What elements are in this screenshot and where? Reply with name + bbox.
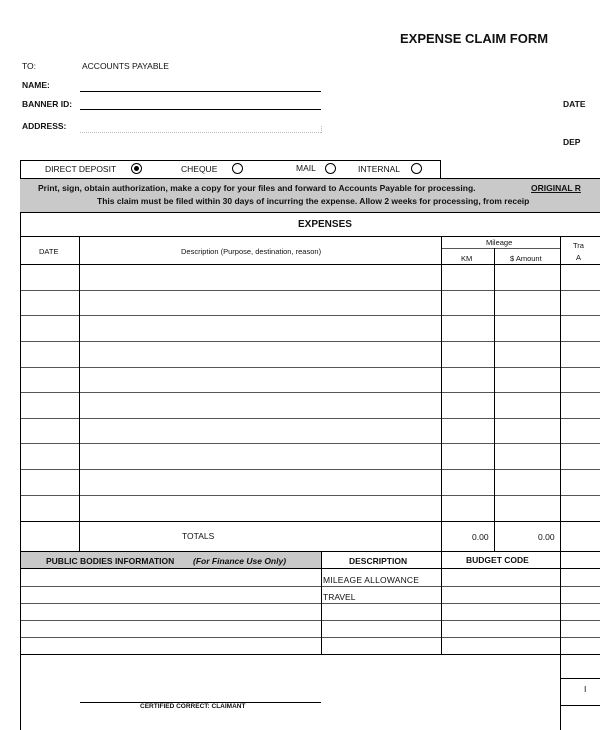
col-date-divider (79, 236, 80, 551)
cheque-label: CHEQUE (181, 164, 218, 174)
expenses-header-bottom-border (20, 264, 600, 265)
mail-radio[interactable] (325, 163, 336, 174)
table-row[interactable] (20, 586, 600, 587)
pb-description-header: DESCRIPTION (349, 556, 408, 566)
public-bodies-label: PUBLIC BODIES INFORMATION (46, 556, 175, 566)
footer-right-box-text: I (584, 684, 587, 694)
table-row-last-border (20, 521, 600, 522)
internal-label: INTERNAL (358, 164, 401, 174)
col-mileage-header: Mileage (486, 238, 513, 247)
table-row[interactable] (20, 418, 600, 419)
col-description-divider (441, 236, 442, 551)
table-row[interactable] (20, 443, 600, 444)
table-row[interactable] (20, 637, 600, 638)
cheque-radio[interactable] (232, 163, 243, 174)
total-amount: 0.00 (538, 532, 555, 542)
table-row[interactable] (20, 495, 600, 496)
pb-col-divider-2 (441, 551, 442, 654)
mileage-subheader-line (441, 248, 560, 249)
form-title: EXPENSE CLAIM FORM (400, 31, 549, 46)
mail-label: MAIL (296, 163, 316, 173)
banner-id-field[interactable] (80, 109, 321, 110)
table-row[interactable] (20, 341, 600, 342)
col-date-header: DATE (39, 247, 59, 256)
public-bodies-note: (For Finance Use Only) (193, 556, 287, 566)
table-left-border (20, 212, 21, 551)
col-km-header: KM (461, 254, 473, 263)
payment-row-left-border (20, 160, 21, 178)
date-label: DATE (563, 99, 586, 109)
table-row[interactable] (20, 603, 600, 604)
table-row[interactable] (20, 290, 600, 291)
certified-claimant-label: CERTIFIED CORRECT: CLAIMANT (140, 703, 246, 710)
footer-right-box-border (560, 654, 561, 730)
footer-right-box-line-2 (560, 705, 600, 706)
banner-id-label: BANNER ID: (22, 99, 73, 109)
name-label: NAME: (22, 80, 50, 90)
pb-col-divider-3 (560, 551, 561, 654)
col-travel-header: Tra (573, 241, 584, 250)
col-amount-header: $ Amount (510, 254, 542, 263)
pb-budget-code-header: BUDGET CODE (466, 555, 529, 565)
col-amount-divider (560, 236, 561, 551)
footer-right-box-line-1 (560, 678, 600, 679)
table-row[interactable] (20, 620, 600, 621)
direct-deposit-label: DIRECT DEPOSIT (45, 164, 117, 174)
col-km-divider (494, 248, 495, 551)
address-field[interactable] (80, 132, 321, 133)
expenses-header-top-border (20, 236, 600, 237)
table-row[interactable] (20, 469, 600, 470)
instructions-top-border (20, 178, 600, 179)
total-km: 0.00 (472, 532, 489, 542)
payment-row-right-border (440, 160, 441, 178)
table-row[interactable] (20, 392, 600, 393)
col-travel-header-2: A (576, 253, 582, 262)
address-field-edge (321, 126, 322, 133)
table-row[interactable] (20, 315, 600, 316)
name-field[interactable] (80, 91, 321, 92)
pb-bottom-border (20, 654, 600, 655)
pb-col-divider-1 (321, 551, 322, 654)
expenses-heading: EXPENSES (298, 219, 352, 230)
pb-header-bottom-border (20, 568, 600, 569)
instructions-line-2: This claim must be filed within 30 days of incurring the expense. Allow 2 weeks for processing, from receip (97, 196, 530, 206)
to-value: ACCOUNTS PAYABLE (82, 61, 169, 71)
instructions-line-1-suffix: ORIGINAL R (531, 183, 581, 193)
pb-item-travel: TRAVEL (323, 592, 356, 602)
expenses-heading-top-border (20, 212, 600, 213)
pb-item-mileage: MILEAGE ALLOWANCE (323, 575, 420, 585)
totals-label: TOTALS (182, 531, 215, 541)
payment-row-top-border (20, 160, 440, 161)
col-description-header: Description (Purpose, destination, reason) (181, 247, 322, 256)
direct-deposit-radio[interactable] (131, 163, 142, 174)
pb-left-border (20, 551, 21, 730)
address-label: ADDRESS: (22, 121, 67, 131)
internal-radio[interactable] (411, 163, 422, 174)
instructions-line-1: Print, sign, obtain authorization, make a copy for your files and forward to Accounts Payable for processing. (38, 183, 476, 193)
to-label: TO: (22, 61, 37, 71)
table-row[interactable] (20, 367, 600, 368)
dept-label: DEP (563, 137, 581, 147)
